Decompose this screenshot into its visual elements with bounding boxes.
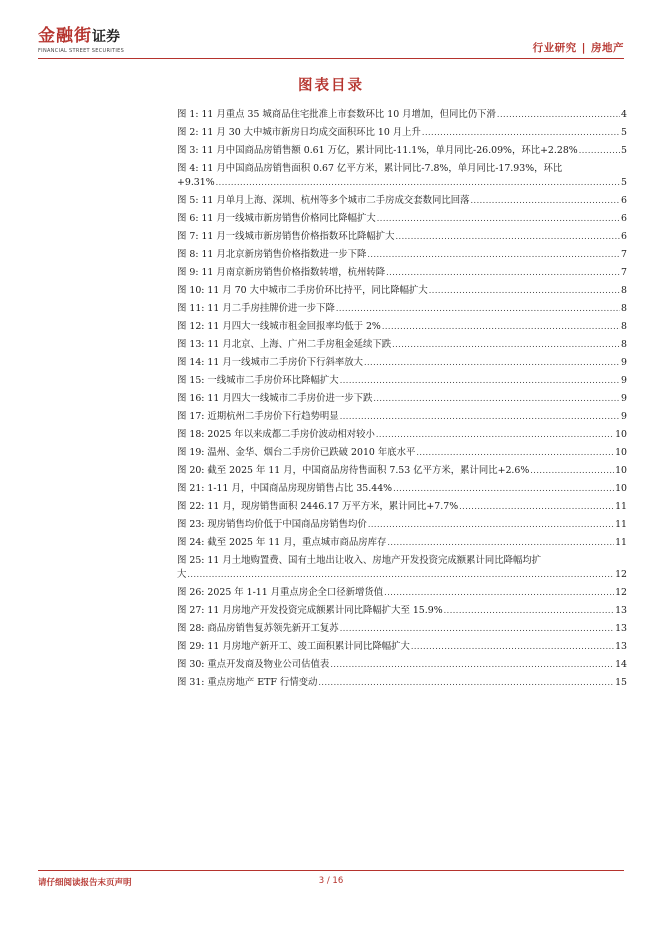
dot-leader (411, 640, 614, 654)
dot-leader (382, 320, 620, 334)
toc-entry-label: 图 17: 近期杭州二手房价下行趋势明显 (177, 411, 339, 422)
toc-entry-page: 8 (621, 321, 627, 332)
toc-entry-page: 12 (615, 587, 627, 598)
dot-leader (530, 464, 614, 478)
toc-entry[interactable] (177, 554, 627, 586)
toc-entry-label: 图 15: 一线城市二手房价环比降幅扩大 (177, 375, 339, 386)
toc-entry-continuation: 大 (177, 569, 187, 580)
toc-entry[interactable] (177, 248, 627, 266)
toc-entry-page: 5 (621, 145, 627, 156)
dot-leader (459, 500, 614, 514)
toc-entry-label: 图 4: 11 月中国商品房销售面积 0.67 亿平方米，累计同比-7.8%，单月同比-17.93%，环比 (177, 163, 563, 174)
toc-entry-label: 图 30: 重点开发商及物业公司估值表 (177, 659, 330, 670)
toc-entry[interactable] (177, 410, 627, 428)
toc-entry[interactable] (177, 266, 627, 284)
toc-entry-label: 图 7: 11 月一线城市新房销售价格指数环比降幅扩大 (177, 231, 395, 242)
toc-entry-page: 10 (615, 465, 627, 476)
toc-entry[interactable] (177, 126, 627, 144)
toc-entry-label: 图 10: 11 月 70 大中城市二手房价环比持平，同比降幅扩大 (177, 285, 428, 296)
toc-entry[interactable] (177, 212, 627, 230)
dot-leader (444, 604, 614, 618)
dot-leader (386, 266, 620, 280)
toc-entry[interactable] (177, 428, 627, 446)
toc-entry[interactable] (177, 320, 627, 338)
toc-entry-page: 6 (621, 195, 627, 206)
toc-entry-label: 图 9: 11 月南京新房销售价格指数转增，杭州转降 (177, 267, 386, 278)
toc-title: 图表目录 (298, 78, 364, 94)
toc-entry-page: 5 (621, 127, 627, 138)
logo-suffix-text: 证券 (92, 29, 120, 45)
toc-entry[interactable] (177, 482, 627, 500)
toc-entry-label: 图 16: 11 月四大一线城市二手房价进一步下跌 (177, 393, 373, 404)
toc-entry[interactable] (177, 374, 627, 392)
logo-main-text: 金融街 (38, 26, 92, 46)
toc-entry-label: 图 28: 商品房销售复苏领先新开工复苏 (177, 623, 339, 634)
footer-divider (38, 870, 624, 871)
dot-leader (392, 338, 620, 352)
dot-leader (376, 428, 614, 442)
dot-leader (368, 518, 614, 532)
dot-leader (393, 482, 614, 496)
toc-entry[interactable] (177, 658, 627, 676)
toc-entry-page: 11 (615, 537, 627, 548)
toc-entry-label: 图 21: 1-11 月，中国商品房现房销售占比 35.44% (177, 483, 393, 494)
toc-entry[interactable] (177, 622, 627, 640)
toc-entry-label: 图 26: 2025 年 1-11 月重点房企全口径新增货值 (177, 587, 384, 598)
logo-subtitle: FINANCIAL STREET SECURITIES (38, 48, 125, 54)
sector-label: 房地产 (591, 42, 624, 54)
toc-entry[interactable] (177, 500, 627, 518)
page-number: 3 / 16 (318, 876, 344, 886)
toc-entry-page: 5 (621, 177, 627, 188)
toc-entry-page: 15 (615, 677, 627, 688)
page-header (0, 0, 662, 62)
toc-entry-label: 图 1: 11 月重点 35 城商品住宅批准上市套数环比 10 月增加，但同比仍下滑 (177, 109, 496, 120)
toc-entry[interactable] (177, 518, 627, 536)
dot-leader (318, 676, 614, 690)
toc-entry-page: 14 (615, 659, 627, 670)
company-logo (38, 26, 124, 56)
dot-leader (579, 144, 620, 158)
table-of-figures (177, 108, 627, 694)
dot-leader (340, 622, 614, 636)
toc-entry[interactable] (177, 604, 627, 622)
toc-entry[interactable] (177, 536, 627, 554)
category-label: 行业研究 (532, 42, 577, 54)
report-category (533, 40, 624, 55)
category-separator: | (581, 42, 586, 54)
toc-entry-page: 11 (615, 519, 627, 530)
toc-entry-label: 图 14: 11 月一线城市二手房价下行斜率放大 (177, 357, 363, 368)
toc-entry[interactable] (177, 640, 627, 658)
footer-disclaimer: 请仔细阅读报告末页声明 (38, 878, 132, 888)
toc-entry-label: 图 11: 11 月二手房挂牌价进一步下降 (177, 303, 335, 314)
toc-entry-label: 图 12: 11 月四大一线城市租金回报率均低于 2% (177, 321, 381, 332)
toc-entry[interactable] (177, 392, 627, 410)
toc-entry[interactable] (177, 464, 627, 482)
toc-entry-page: 10 (615, 429, 627, 440)
toc-entry[interactable] (177, 586, 627, 604)
dot-leader (396, 230, 621, 244)
toc-entry-label: 图 6: 11 月一线城市新房销售价格同比降幅扩大 (177, 213, 376, 224)
toc-entry[interactable] (177, 144, 627, 162)
toc-entry[interactable] (177, 108, 627, 126)
dot-leader (364, 356, 620, 370)
dot-leader (330, 658, 614, 672)
toc-entry-label: 图 24: 截至 2025 年 11 月，重点城市商品房库存 (177, 537, 387, 548)
dot-leader (340, 410, 620, 424)
toc-entry-page: 7 (621, 249, 627, 260)
toc-entry-page: 9 (621, 393, 627, 404)
toc-entry-page: 6 (621, 231, 627, 242)
toc-entry-label: 图 29: 11 月房地产新开工、竣工面积累计同比降幅扩大 (177, 641, 410, 652)
toc-entry-label: 图 18: 2025 年以来成都二手房价波动相对较小 (177, 429, 375, 440)
dot-leader (336, 302, 620, 316)
header-divider (38, 58, 624, 59)
toc-entry-page: 9 (621, 411, 627, 422)
dot-leader (373, 392, 620, 406)
toc-entry-label: 图 8: 11 月北京新房销售价格指数进一步下降 (177, 249, 367, 260)
toc-entry-label: 图 31: 重点房地产 ETF 行情变动 (177, 677, 318, 688)
toc-entry-label: 图 25: 11 月土地购置费、国有土地出让收入、房地产开发投资完成额累计同比降幅均扩 (177, 555, 542, 566)
toc-entry-label: 图 23: 现房销售均价低于中国商品房销售均价 (177, 519, 367, 530)
toc-entry-page: 9 (621, 357, 627, 368)
toc-entry-page: 13 (615, 641, 627, 652)
dot-leader (340, 374, 620, 388)
toc-entry-page: 9 (621, 375, 627, 386)
dot-leader (187, 568, 614, 582)
toc-entry-page: 8 (621, 339, 627, 350)
toc-entry[interactable] (177, 230, 627, 248)
toc-entry-label: 图 19: 温州、金华、烟台二手房价已跌破 2010 年底水平 (177, 447, 416, 458)
toc-entry-label: 图 22: 11 月，现房销售面积 2446.17 万平方米，累计同比+7.7% (177, 501, 459, 512)
dot-leader (416, 446, 614, 460)
toc-entry[interactable] (177, 446, 627, 464)
toc-entry[interactable] (177, 162, 627, 194)
toc-entry-page: 10 (615, 447, 627, 458)
toc-entry-label: 图 2: 11 月 30 大中城市新房日均成交面积环比 10 月上升 (177, 127, 421, 138)
dot-leader (422, 126, 620, 140)
dot-leader (367, 248, 620, 262)
toc-entry-label: 图 3: 11 月中国商品房销售额 0.61 万亿，累计同比-11.1%，单月同比-26.09%，环比+2.28% (177, 145, 578, 156)
toc-entry[interactable] (177, 284, 627, 302)
toc-entry-page: 12 (615, 569, 627, 580)
toc-entry-page: 13 (615, 623, 627, 634)
toc-entry-page: 6 (621, 213, 627, 224)
toc-entry[interactable] (177, 356, 627, 374)
toc-entry-page: 10 (615, 483, 627, 494)
dot-leader (497, 108, 620, 122)
toc-entry-label: 图 27: 11 月房地产开发投资完成额累计同比降幅扩大至 15.9% (177, 605, 443, 616)
toc-entry-page: 8 (621, 285, 627, 296)
dot-leader (471, 194, 621, 208)
toc-entry[interactable] (177, 194, 627, 212)
toc-entry[interactable] (177, 338, 627, 356)
dot-leader (216, 176, 620, 190)
dot-leader (429, 284, 620, 298)
toc-entry-continuation: +9.31% (177, 177, 215, 188)
dot-leader (387, 536, 614, 550)
dot-leader (384, 586, 614, 600)
toc-entry-page: 11 (615, 501, 627, 512)
toc-entry-page: 4 (621, 109, 627, 120)
toc-entry-page: 13 (615, 605, 627, 616)
toc-entry[interactable] (177, 302, 627, 320)
toc-entry-label: 图 20: 截至 2025 年 11 月，中国商品房待售面积 7.53 亿平方米，累计同比+2.6% (177, 465, 530, 476)
toc-entry-page: 7 (621, 267, 627, 278)
toc-entry-label: 图 13: 11 月北京、上海、广州二手房租金延续下跌 (177, 339, 392, 350)
toc-entry-page: 8 (621, 303, 627, 314)
toc-entry[interactable] (177, 676, 627, 694)
dot-leader (377, 212, 620, 226)
toc-entry-label: 图 5: 11 月单月上海、深圳、杭州等多个城市二手房成交套数同比回落 (177, 195, 470, 206)
